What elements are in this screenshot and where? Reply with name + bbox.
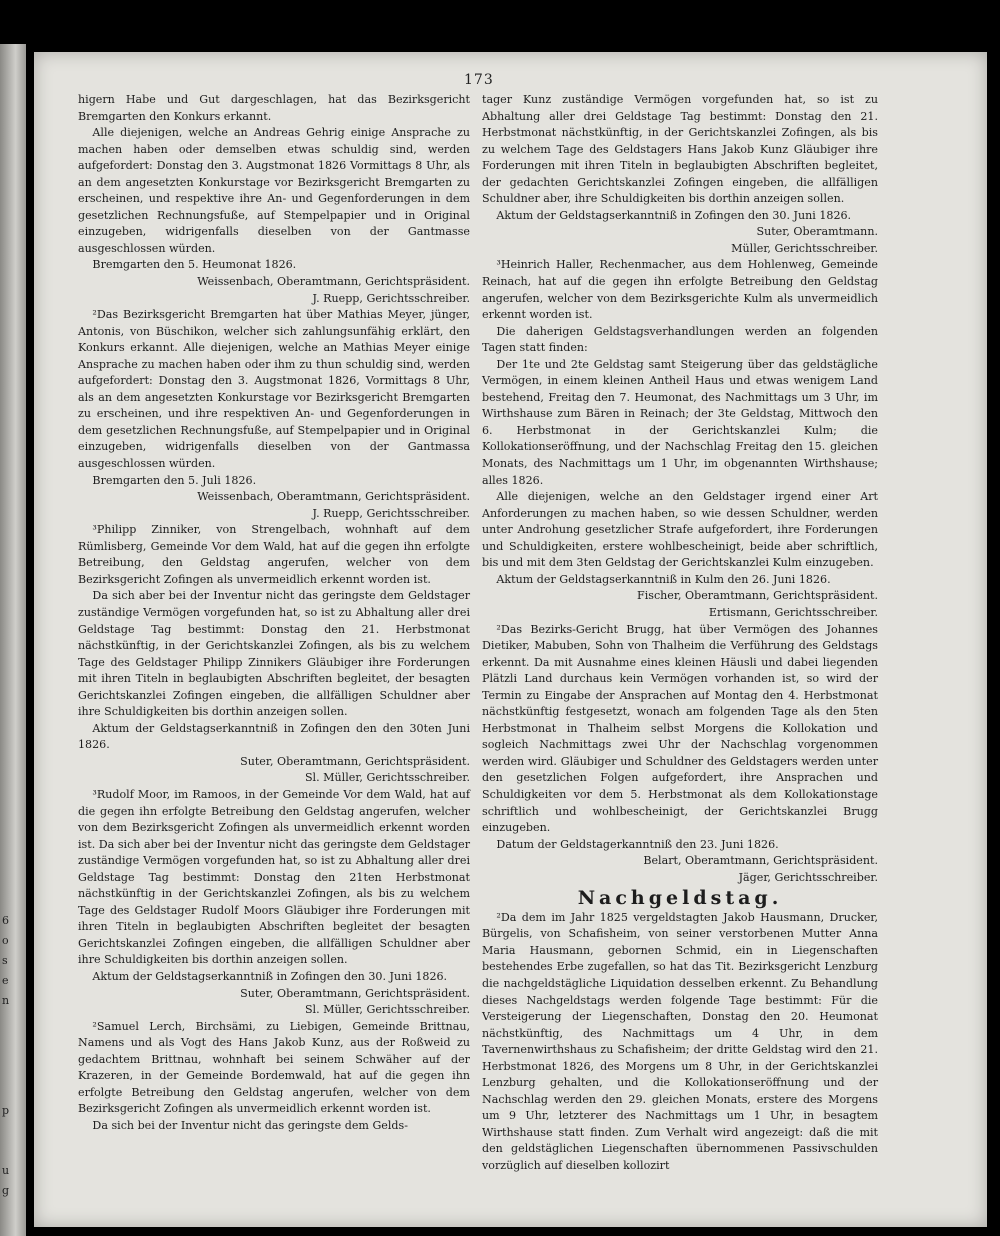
signature-line: Weissenbach, Oberamtmann, Gerichtspräsident. — [197, 490, 470, 504]
left-column — [78, 92, 470, 1134]
signature-line: J. Ruepp, Gerichtsschreiber. — [312, 291, 470, 305]
signature-line: Sl. Müller, Gerichtsschreiber. — [304, 1003, 470, 1017]
signature-line: Suter, Oberamtmann, Gerichtspräsident. — [240, 754, 470, 768]
adjacent-page-edge — [0, 44, 26, 1236]
margin-fragment: s — [2, 954, 8, 967]
paragraph: Bremgarten den 5. Heumonat 1826. — [92, 258, 297, 272]
paragraph: Da sich aber bei der Inventur nicht das geringste dem Geldstager zuständige Vermögen vorgefunden hat, so ist zu Abhaltung aller drei Geldstage Tag bestimmt: Donstag den 21. Herbstmonat nächstkünftig, in der Gerichtskanzlei Zofingen, als bis zu welchem Tage des Geldstager Philipp Zinnikers Gläubiger ihre Forderungen mit ihren Titeln in beglaubigten Abschriften begleitet, der besagten Gerichtskanzlei Zofingen eingeben, die allfälligen Schuldner aber ihre Schuldigkeiten bis dorthin anzeigen sollen. — [78, 589, 470, 719]
signature-line: Suter, Oberamtmann. — [756, 225, 878, 239]
margin-fragment: p — [2, 1104, 10, 1117]
margin-fragment: g — [2, 1184, 10, 1197]
signature-line: Belart, Oberamtmann, Gerichtspräsident. — [643, 854, 878, 868]
signature-line: Müller, Gerichtsschreiber. — [731, 241, 878, 255]
signature-line: Sl. Müller, Gerichtsschreiber. — [304, 771, 470, 785]
right-column — [482, 92, 878, 1175]
paragraph: Bremgarten den 5. Juli 1826. — [92, 473, 257, 487]
paragraph: Alle diejenigen, welche an Andreas Gehrig einige Ansprache zu machen haben oder demselben etwas schuldig sind, werden aufgefordert: Donstag den 3. Augstmonat 1826 Vormittags 8 Uhr, als an dem angesetzten Konkurstage vor Bezirksgericht Bremgarten zu erscheinen, und respektive ihre An- und Gegenforderungen in dem gesetzlichen Rechnungsfuße, auf Stempelpapier und in Original einzugeben, widrigenfalls dieselben von der Gantmasse ausgeschlossen würden. — [78, 126, 470, 255]
paragraph: Die daherigen Geldstagsverhandlungen werden an folgenden Tagen statt finden: — [482, 324, 878, 355]
signature-line: J. Ruepp, Gerichtsschreiber. — [312, 506, 470, 520]
margin-fragment: n — [2, 994, 10, 1007]
paragraph: Aktum der Geldstagserkanntniß in Zofingen den 30. Juni 1826. — [496, 208, 852, 222]
margin-fragment: 6 — [2, 914, 9, 927]
signature-line: Fischer, Oberamtmann, Gerichtspräsident. — [637, 589, 878, 603]
paragraph: Alle diejenigen, welche an den Geldstager irgend einer Art Anforderungen zu machen haben, so wie dessen Schuldner, werden unter Androhung gesetzlicher Strafe aufgefordert, ihre Forderungen und Schuldigkeiten, erstere wohlbescheinigt, beide aber schriftlich, bis und mit dem 3ten Geldstag der Gerichtskanzlei Kulm einzugeben. — [482, 490, 878, 570]
signature-line: Ertismann, Gerichtsschreiber. — [708, 605, 878, 619]
margin-fragment: u — [2, 1164, 10, 1177]
paragraph: Der 1te und 2te Geldstag samt Steigerung über das geldstägliche Vermögen, in einem kleinen Antheil Haus und etwas wenigem Land bestehend, Freitag den 7. Heumonat, des Nachmittags um 3 Uhr, im Wirthshause zum Bären in Reinach; der 3te Geldstag, Mittwoch den 6. Herbstmonat in der Gerichtskanzlei Kulm; die Kollokationseröffnung, und der Nachschlag Freitag den 15. gleichen Monats, des Nachmittags um 1 Uhr, im obgenannten Wirthshause; alles 1826. — [482, 357, 878, 487]
paragraph: tager Kunz zuständige Vermögen vorgefunden hat, so ist zu Abhaltung aller drei Geldstage Tag bestimmt: Donstag den 21. Herbstmonat nächstkünftig, in der Gerichtskanzlei Zofingen, als bis zu welchem Tage des Geldstagers Hans Jakob Kunz Gläubiger ihre Forderungen mit ihren Titeln in beglaubigten Abschriften begleitet, der gedachten Gerichtskanzlei Zofingen eingeben, die allfälligen Schuldner aber, ihre Schuldigkeiten bis dorthin anzeigen sollen. — [482, 93, 878, 206]
adjacent-page-shadow — [0, 44, 26, 1236]
paragraph: Aktum der Geldstagserkanntniß in Kulm den 26. Juni 1826. — [496, 572, 831, 586]
signature-line: Jäger, Gerichtsschreiber. — [738, 870, 878, 884]
signature-line: Weissenbach, Oberamtmann, Gerichtspräsident. — [197, 275, 470, 289]
paragraph: ³Heinrich Haller, Rechenmacher, aus dem Hohlenweg, Gemeinde Reinach, hat auf die gegen ihn erfolgte Betreibung den Geldstag angerufen, welcher von dem Bezirksgerichte Kulm als unvermeidlich erkennt worden ist. — [482, 258, 878, 322]
paragraph: ³Rudolf Moor, im Ramoos, in der Gemeinde Vor dem Wald, hat auf die gegen ihn erfolgte Betreibung den Geldstag angerufen, welcher von dem Bezirksgericht Zofingen als unvermeidlich erkennt worden ist. Da sich aber bei der Inventur nicht das geringste dem Geldstager zuständige Vermögen vorgefunden hat, so ist zu Abhaltung aller drei Geldstage Tag bestimmt: Donstag den 21ten Herbstmonat nächstkünftig in der Gerichtskanzlei Zofingen, als bis zu welchem Tage des Geldstager Rudolf Moors Gläubiger ihre Forderungen mit ihren Titeln in beglaubigten Abschriften begleitet der besagten Gerichtskanzlei Zofingen eingeben, die allfälligen Schuldner aber ihre Schuldigkeiten bis dorthin anzeigen sollen. — [78, 787, 470, 967]
paragraph: ²Das Bezirksgericht Bremgarten hat über Mathias Meyer, jünger, Antonis, von Büschikon, welcher sich zahlungsunfähig erklärt, den Konkurs erkannt. Alle diejenigen, welche an Mathias Meyer einige Ansprache zu machen haben oder ihm zu thun schuldig sind, werden aufgefordert: Donstag den 3. Augstmonat 1826, Vormittags 8 Uhr, als an dem angesetzten Konkurstage vor Bezirksgericht Bremgarten zu erscheinen, und ihre respektiven An- und Gegenforderungen in dem gesetzlichen Rechnungsfuße, auf Stempelpapier und in Original einzugeben, widrigenfalls dieselben von der Gantmassa ausgeschlossen würden. — [78, 308, 470, 471]
paragraph: ³Philipp Zinniker, von Strengelbach, wohnhaft auf dem Rümlisberg, Gemeinde Vor dem Wald, hat auf die gegen ihn erfolgte Betreibung, den Geldstag angerufen, welcher von dem Bezirksgericht Zofingen als unvermeidlich erkennt worden ist. — [78, 523, 470, 586]
paragraph: Da sich bei der Inventur nicht das geringste dem Gelds- — [92, 1118, 408, 1132]
paragraph: ²Samuel Lerch, Birchsämi, zu Liebigen, Gemeinde Brittnau, Namens und als Vogt des Hans Jakob Kunz, aus der Roßweid zu gedachtem Brittnau, wohnhaft bei seinem Schwäher auf der Krazeren, in der Gemeinde Bordemwald, hat auf die gegen ihn erfolgte Betreibung den Geldstag angerufen, welcher von dem Bezirksgericht Zofingen als unvermeidlich erkennt worden ist. — [78, 1019, 470, 1116]
paragraph: higern Habe und Gut dargeschlagen, hat das Bezirksgericht Bremgarten den Konkurs erkannt. — [78, 93, 470, 123]
book-gutter — [26, 40, 34, 1236]
signature-line: Suter, Oberamtmann, Gerichtspräsident. — [240, 986, 470, 1000]
paragraph: Aktum der Geldstagserkanntniß in Zofingen den den 30ten Juni 1826. — [78, 721, 470, 752]
page-number: 173 — [464, 72, 494, 88]
paragraph: Aktum der Geldstagserkanntniß in Zofingen den 30. Juni 1826. — [92, 969, 448, 983]
paragraph: ²Da dem im Jahr 1825 vergeldstagten Jakob Hausmann, Drucker, Bürgelis, von Schafisheim, von seiner verstorbenen Mutter Anna Maria Hausmann, gebornen Schmid, ein in Liegenschaften bestehendes Erbe zugefallen, so hat das Tit. Bezirksgericht Lenzburg die nachgeldstägliche Liquidation desselben erkennt. Zu Behandlung dieses Nachgeldstags werden folgende Tage bestimmt: Für die Versteigerung der Liegenschaften, Donstag den 20. Heumonat nächstkünftig, des Nachmittags um 4 Uhr, in dem Tavernenwirthshaus zu Schafisheim; der dritte Geldstag wird den 21. Herbstmonat 1826, des Morgens um 8 Uhr, in der Gerichtskanzlei Lenzburg gehalten, und die Kollokationseröffnung und der Nachschlag werden den 29. gleichen Monats, erstere des Morgens um 9 Uhr, letzterer des Nachmittags um 1 Uhr, in besagtem Wirthshause statt finden. Zum Verhalt wird angezeigt: daß die mit den geldstäglichen Liegenschaften übernommenen Passivschulden vorzüglich auf dieselben kollozirt — [482, 910, 878, 1172]
margin-fragment: e — [2, 974, 9, 987]
paragraph: Datum der Geldstagerkanntniß den 23. Juni 1826. — [496, 837, 779, 851]
paragraph: ²Das Bezirks-Gericht Brugg, hat über Vermögen des Johannes Dietiker, Mabuben, Sohn von Thalheim die Verführung des Geldstags erkennt. Da mit Ausnahme eines kleinen Häusli und dabei liegenden Plätzli Land durchaus kein Vermögen vorhanden ist, so wird der Termin zu Eingabe der Ansprachen auf Montag den 4. Herbstmonat nächstkünftig festgesetzt, wonach am folgenden Tage als den 5ten Herbstmonat in Thalheim selbst Morgens die Kollokation und sogleich Nachmittags zwei Uhr der Nachschlag vorgenommen werden wird. Gläubiger und Schuldner des Geldstagers werden unter den gesetzlichen Folgen aufgefordert, ihre Ansprachen und Schuldigkeiten vor dem 5. Herbstmonat als dem Kollokationstage schriftlich und wohlbescheinigt, der Gerichtskanzlei Brugg einzugeben. — [482, 622, 878, 835]
section-heading: Nachgeldstag. — [577, 887, 783, 910]
margin-fragment: o — [2, 934, 9, 947]
